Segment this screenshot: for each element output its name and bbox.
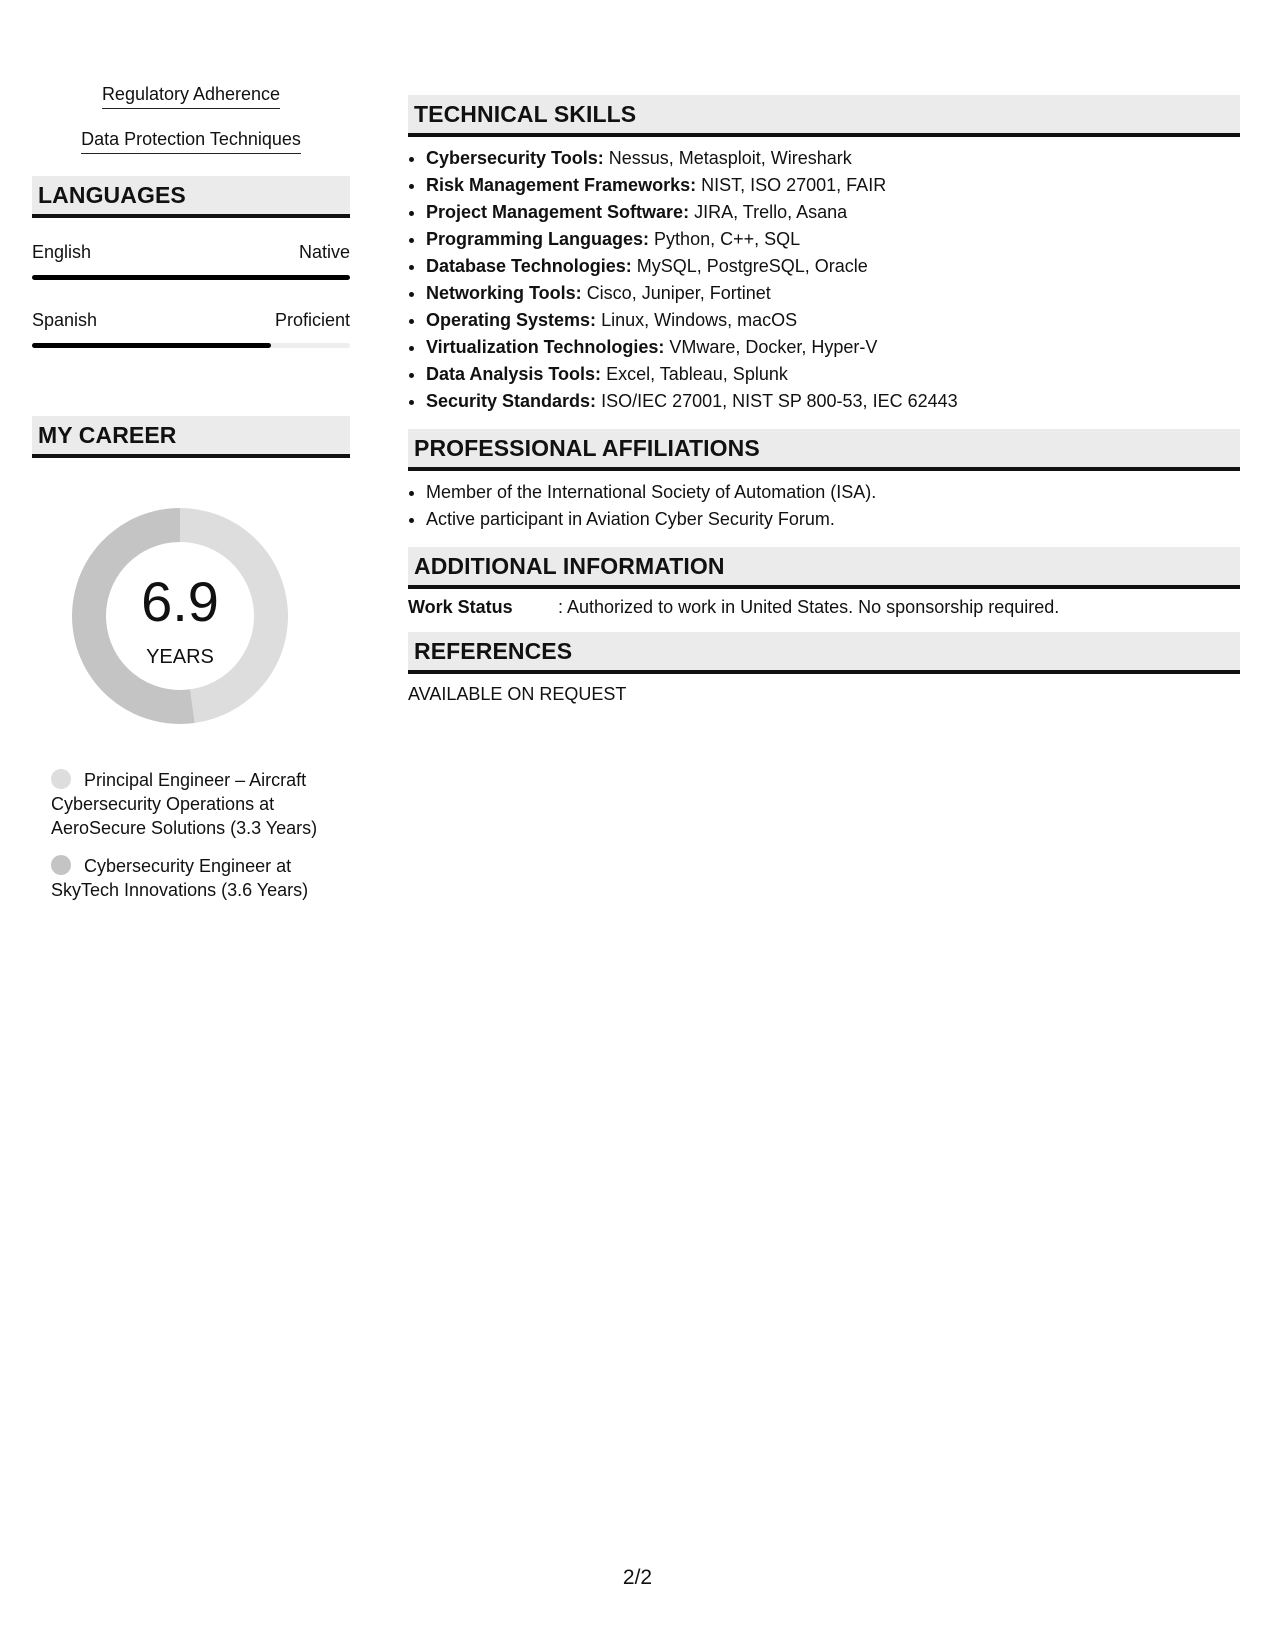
page-number: 2/2: [622, 1566, 653, 1589]
career-total-years: 6.9: [141, 570, 219, 633]
technical-skill-value: MySQL, PostgreSQL, Oracle: [636, 256, 868, 276]
skill-tag-label: Data Protection Techniques: [81, 125, 301, 154]
technical-skill-item: [426, 334, 1240, 361]
language-level: Proficient: [274, 310, 350, 330]
technical-skill-label: Programming Languages:: [426, 229, 650, 249]
right-column: [408, 95, 1240, 705]
technical-skill-item: [426, 361, 1240, 388]
technical-skill-label: Data Analysis Tools:: [426, 364, 602, 384]
career-donut-chart: [64, 500, 296, 732]
technical-skill-value: ISO/IEC 27001, NIST SP 800-53, IEC 62443: [601, 391, 958, 411]
left-column: [32, 80, 350, 916]
technical-skills-heading: TECHNICAL SKILLS: [408, 95, 1240, 137]
career-role-label: Cybersecurity Engineer at SkyTech Innovations (3.6 Years): [51, 856, 309, 900]
technical-skill-value: JIRA, Trello, Asana: [694, 202, 848, 222]
technical-skill-item: [426, 199, 1240, 226]
work-status-row: [408, 597, 1240, 618]
technical-skill-label: Security Standards:: [426, 391, 597, 411]
additional-info-section: [408, 547, 1240, 618]
language-proficiency-bar: [32, 275, 350, 280]
technical-skill-label: Networking Tools:: [426, 283, 582, 303]
technical-skill-label: Project Management Software:: [426, 202, 690, 222]
technical-skill-value: VMware, Docker, Hyper-V: [669, 337, 878, 357]
affiliations-list: [408, 479, 1240, 533]
legend-dot: [51, 855, 71, 875]
skill-tag: [32, 80, 350, 109]
technical-skill-item: [426, 226, 1240, 253]
technical-skill-item: [426, 145, 1240, 172]
language-proficiency-bar: [32, 343, 350, 348]
technical-skills-list: [408, 145, 1240, 415]
career-legend-item: [51, 768, 350, 840]
additional-info-heading: ADDITIONAL INFORMATION: [408, 547, 1240, 589]
technical-skill-value: Cisco, Juniper, Fortinet: [586, 283, 771, 303]
technical-skill-label: Virtualization Technologies:: [426, 337, 665, 357]
technical-skill-label: Operating Systems:: [426, 310, 597, 330]
technical-skill-value: Nessus, Metasploit, Wireshark: [608, 148, 852, 168]
technical-skill-item: [426, 388, 1240, 415]
technical-skills-section: [408, 95, 1240, 415]
languages-section: [32, 176, 350, 348]
references-section: [408, 632, 1240, 705]
donut-center: [64, 500, 296, 732]
language-item: [32, 242, 350, 280]
skill-tag: [32, 125, 350, 154]
languages-heading: LANGUAGES: [32, 176, 350, 218]
career-heading: MY CAREER: [32, 416, 350, 458]
language-level: Native: [298, 242, 350, 262]
work-status-value: : Authorized to work in United States. No sponsorship required.: [558, 597, 1060, 617]
technical-skill-label: Risk Management Frameworks:: [426, 175, 697, 195]
legend-dot: [51, 769, 71, 789]
language-name: English: [32, 242, 92, 262]
language-proficiency-fill: [32, 343, 271, 348]
technical-skill-item: [426, 253, 1240, 280]
technical-skill-value: Linux, Windows, macOS: [601, 310, 798, 330]
career-role-label: Principal Engineer – Aircraft Cybersecurity Operations at AeroSecure Solutions (3.3 Years): [51, 770, 318, 838]
skill-tag-label: Regulatory Adherence: [102, 80, 280, 109]
technical-skill-value: Excel, Tableau, Splunk: [606, 364, 788, 384]
technical-skill-item: [426, 280, 1240, 307]
references-text: AVAILABLE ON REQUEST: [408, 684, 627, 704]
affiliation-item: • Member of the International Society of Automation (ISA).: [426, 479, 1240, 506]
technical-skill-item: [426, 307, 1240, 334]
work-status-label: Work Status: [408, 597, 513, 617]
references-heading: REFERENCES: [408, 632, 1240, 674]
career-legend: [51, 768, 350, 902]
career-legend-item: [51, 854, 350, 902]
language-name: Spanish: [32, 310, 98, 330]
career-section: [32, 416, 350, 902]
technical-skill-value: Python, C++, SQL: [654, 229, 801, 249]
technical-skill-label: Database Technologies:: [426, 256, 632, 276]
affiliations-section: [408, 429, 1240, 533]
career-total-unit: YEARS: [146, 646, 214, 668]
language-item: [32, 310, 350, 348]
technical-skill-label: Cybersecurity Tools:: [426, 148, 604, 168]
technical-skill-item: [426, 172, 1240, 199]
technical-skill-value: NIST, ISO 27001, FAIR: [701, 175, 887, 195]
language-proficiency-fill: [32, 275, 350, 280]
affiliation-item: • Active participant in Aviation Cyber Security Forum.: [426, 506, 1240, 533]
affiliations-heading: PROFESSIONAL AFFILIATIONS: [408, 429, 1240, 471]
